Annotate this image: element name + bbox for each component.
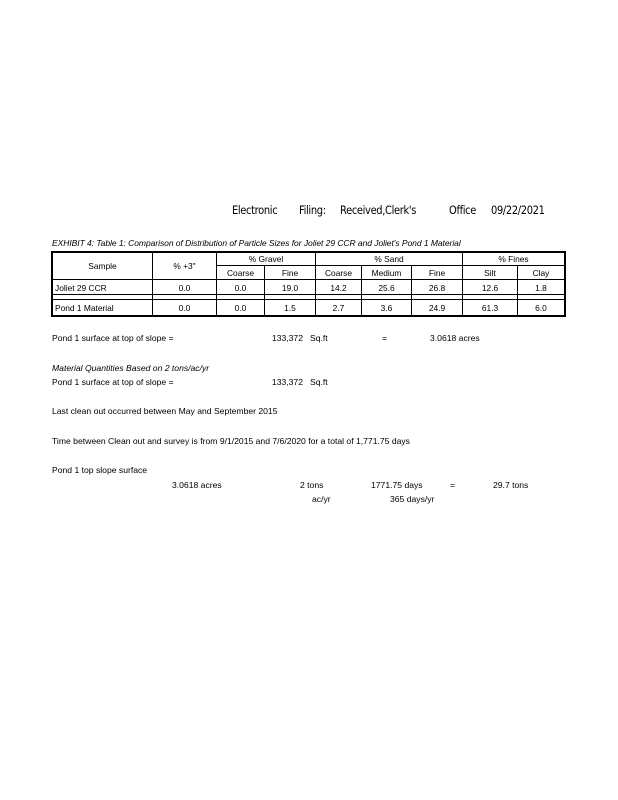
table-row-2-fines-clay: 6.0 <box>535 303 547 313</box>
table-row-1-sand-medium: 25.6 <box>378 283 395 293</box>
calc-label: Pond 1 top slope surface <box>52 465 148 475</box>
header-fines-clay: Clay <box>532 268 550 278</box>
quantities-heading: Material Quantities Based on 2 tons/ac/yr <box>52 363 210 373</box>
table-row-2-fines-silt: 61.3 <box>481 303 499 313</box>
quantities-value: 133,372 <box>271 377 303 387</box>
header-sand: % Sand <box>374 254 404 264</box>
filing-stamp-received: Received,Clerk's <box>340 203 417 217</box>
table-row-1-gravel-coarse: 0.0 <box>234 283 247 293</box>
table-row-2-gravel-coarse: 0.0 <box>234 303 247 313</box>
table-row-1-sand-fine: 26.8 <box>428 283 446 293</box>
surface-label: Pond 1 surface at top of slope = <box>52 333 174 343</box>
header-plus3: % +3" <box>173 261 196 271</box>
surface-equals: = <box>382 333 388 343</box>
table-row-1-sand-coarse: 14.2 <box>330 283 347 293</box>
calc-per-days: 365 days/yr <box>390 494 435 504</box>
table-row-2-sand-medium: 3.6 <box>380 303 393 313</box>
header-fines-silt: Silt <box>484 268 496 278</box>
table-row-1-fines-silt: 12.6 <box>481 283 499 293</box>
filing-stamp-date: 09/22/2021 <box>491 203 545 217</box>
surface-acres: 3.0618 acres <box>430 333 480 343</box>
particle-size-table <box>51 251 566 317</box>
cleanout-text: Last clean out occurred between May and September 2015 <box>52 406 278 416</box>
quantities-label: Pond 1 surface at top of slope = <box>52 377 174 387</box>
table-row-2-sand-coarse: 2.7 <box>332 303 345 313</box>
calc-tons: 2 tons <box>300 480 324 490</box>
table-row-2-sample: Pond 1 Material <box>55 303 114 313</box>
surface-unit: Sq.ft <box>310 333 328 343</box>
filing-stamp-filing: Filing: <box>299 203 326 217</box>
calc-result: 29.7 tons <box>493 480 529 490</box>
header-fines: % Fines <box>498 254 529 264</box>
calc-per-acyr: ac/yr <box>312 494 331 504</box>
table-row-1-plus3: 0.0 <box>178 283 191 293</box>
quantities-unit: Sq.ft <box>310 377 328 387</box>
time-text: Time between Clean out and survey is from 9/1/2015 and 7/6/2020 for a total of 1,771.75 days <box>52 436 410 446</box>
table-row-2-gravel-fine: 1.5 <box>284 303 296 313</box>
filing-stamp-electronic: Electronic <box>232 203 278 217</box>
table-row-2-plus3: 0.0 <box>178 303 191 313</box>
calc-equals: = <box>450 480 456 490</box>
surface-value: 133,372 <box>271 333 303 343</box>
table-row-1-gravel-fine: 19.0 <box>281 283 299 293</box>
table-row-2-sand-fine: 24.9 <box>428 303 446 313</box>
filing-stamp-office: Office <box>449 203 476 217</box>
calc-acres: 3.0618 acres <box>172 480 222 490</box>
calc-days: 1771.75 days <box>371 480 423 490</box>
header-sand-fine: Fine <box>428 268 446 278</box>
header-sand-coarse: Coarse <box>325 268 352 278</box>
table-row-1-sample: Joliet 29 CCR <box>55 283 107 293</box>
table-caption: EXHIBIT 4: Table 1: Comparison of Distribution of Particle Sizes for Joliet 29 CCR and Joliet's Pond 1 Material <box>52 238 461 248</box>
header-gravel-fine: Fine <box>281 268 299 278</box>
header-sand-medium: Medium <box>371 268 402 278</box>
header-gravel-coarse: Coarse <box>227 268 254 278</box>
table-row-1-fines-clay: 1.8 <box>535 283 547 293</box>
header-sample: Sample <box>88 261 117 271</box>
header-gravel: % Gravel <box>248 254 284 264</box>
